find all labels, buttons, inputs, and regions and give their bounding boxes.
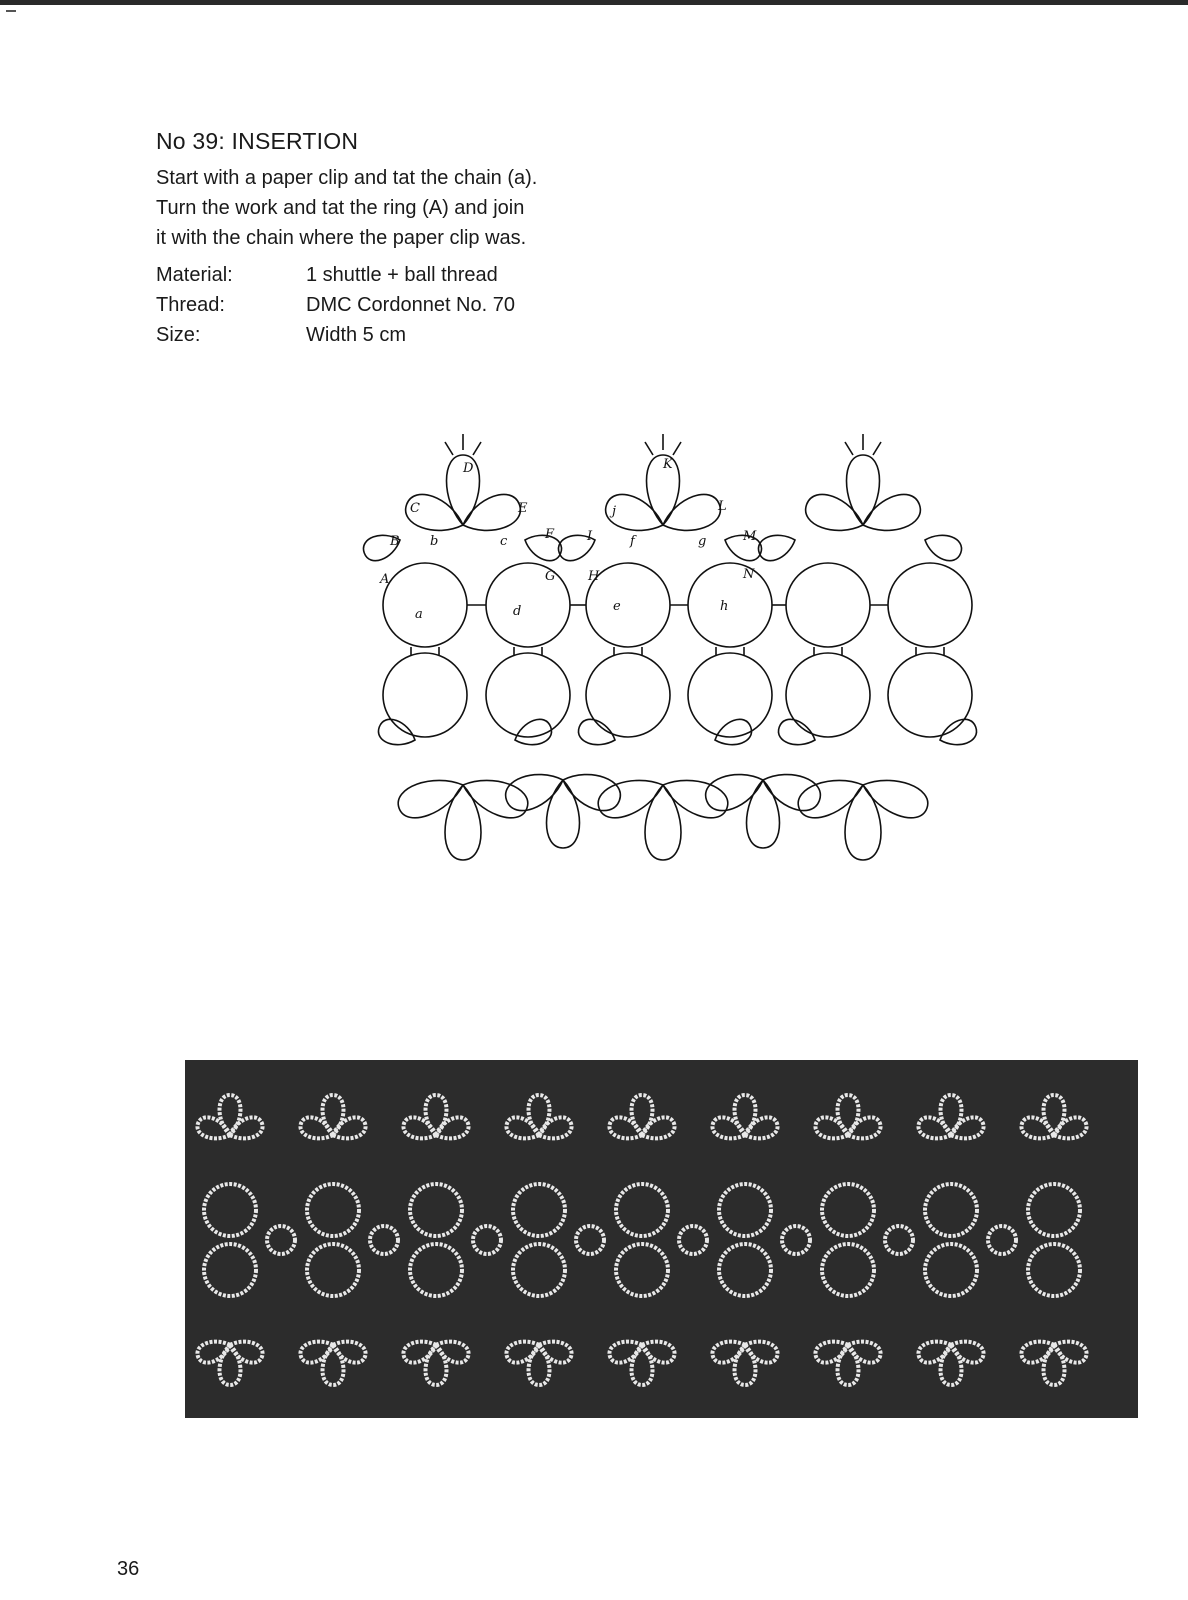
- lace-ring: [822, 1244, 874, 1296]
- lace-petal: [948, 1114, 987, 1144]
- lace-small-ring: [576, 1226, 604, 1254]
- pattern-label: I: [587, 529, 593, 544]
- lace-petal: [504, 1336, 543, 1366]
- spec-value: DMC Cordonnet No. 70: [306, 294, 515, 316]
- ring-petal: [747, 780, 780, 848]
- ring-large: [383, 653, 467, 737]
- lace-petal: [607, 1114, 646, 1144]
- lace-petal: [1044, 1345, 1065, 1385]
- ring-large: [786, 653, 870, 737]
- lace-petal: [639, 1336, 678, 1366]
- pattern-label: d: [513, 604, 522, 619]
- lace-ring: [307, 1244, 359, 1296]
- pattern-label: N: [743, 567, 755, 582]
- top-rule: [0, 0, 1188, 5]
- lace-petal: [426, 1095, 447, 1135]
- lace-ring: [925, 1184, 977, 1236]
- pattern-label: h: [720, 599, 729, 614]
- page-title: No 39: INSERTION: [156, 128, 359, 154]
- lace-small-ring: [267, 1226, 295, 1254]
- instruction-line: Turn the work and tat the ring (A) and join: [156, 197, 525, 219]
- lace-small-ring: [782, 1226, 810, 1254]
- lace-photo: [185, 1060, 1138, 1418]
- lace-ring: [410, 1184, 462, 1236]
- ring-small: [375, 716, 419, 752]
- spec-label: Thread:: [156, 294, 225, 316]
- ring-petal: [757, 764, 825, 816]
- lace-petal: [1019, 1336, 1058, 1366]
- lace-ring: [204, 1244, 256, 1296]
- picot: [645, 442, 653, 455]
- instructions: [156, 163, 596, 253]
- pattern-label: B: [390, 534, 400, 549]
- ring-large: [586, 653, 670, 737]
- spec-label: Material:: [156, 264, 233, 286]
- lace-petal: [948, 1336, 987, 1366]
- pattern-label: H: [588, 569, 600, 584]
- lace-petal: [536, 1114, 575, 1144]
- lace-ring: [925, 1244, 977, 1296]
- pattern-label: C: [410, 501, 420, 516]
- ring-large: [688, 653, 772, 737]
- lace-petal: [607, 1336, 646, 1366]
- ring-small: [575, 716, 619, 752]
- ring-large: [486, 563, 570, 647]
- spec-row-size: [156, 320, 515, 350]
- ring-petal: [445, 785, 481, 860]
- lace-petal: [813, 1336, 852, 1366]
- lace-ring: [307, 1184, 359, 1236]
- lace-petal: [813, 1114, 852, 1144]
- lace-petal: [529, 1095, 550, 1135]
- lace-ring: [410, 1244, 462, 1296]
- lace-petal: [632, 1345, 653, 1385]
- ring-large: [888, 563, 972, 647]
- spec-row-thread: [156, 290, 515, 320]
- lace-ring: [822, 1184, 874, 1236]
- spec-value: Width 5 cm: [306, 324, 407, 346]
- pattern-label: j: [612, 504, 617, 519]
- ring-petal: [657, 489, 725, 541]
- lace-ring: [513, 1244, 565, 1296]
- lace-ring: [1028, 1244, 1080, 1296]
- instruction-line: Start with a paper clip and tat the chain (a).: [156, 167, 538, 189]
- pattern-label: f: [630, 534, 635, 549]
- lace-petal: [916, 1336, 955, 1366]
- lace-petal: [1051, 1114, 1090, 1144]
- lace-petal: [735, 1095, 756, 1135]
- lace-petal: [536, 1336, 575, 1366]
- picot: [873, 442, 881, 455]
- lace-petal: [632, 1095, 653, 1135]
- lace-small-ring: [988, 1226, 1016, 1254]
- picot: [845, 442, 853, 455]
- pattern-drawing: [350, 420, 1000, 880]
- lace-ring: [719, 1244, 771, 1296]
- lace-photo-drawing: [185, 1060, 1138, 1418]
- ring-petal: [701, 764, 769, 816]
- lace-small-ring: [370, 1226, 398, 1254]
- ring-large: [786, 563, 870, 647]
- lace-petal: [323, 1095, 344, 1135]
- lace-petal: [710, 1336, 749, 1366]
- lace-petal: [1051, 1336, 1090, 1366]
- ring-large: [888, 653, 972, 737]
- ring-large: [486, 653, 570, 737]
- ring-small: [921, 529, 965, 565]
- lace-ring: [204, 1184, 256, 1236]
- lace-ring: [1028, 1184, 1080, 1236]
- lace-petal: [1044, 1095, 1065, 1135]
- ring-petal: [801, 489, 869, 541]
- lace-petal: [220, 1345, 241, 1385]
- lace-petal: [1019, 1114, 1058, 1144]
- lace-petal: [710, 1114, 749, 1144]
- lace-ring: [616, 1184, 668, 1236]
- lace-petal: [330, 1336, 369, 1366]
- pattern-label: E: [518, 501, 528, 516]
- ring-petal: [393, 769, 468, 823]
- ring-petal: [845, 785, 881, 860]
- lace-petal: [433, 1114, 472, 1144]
- ring-small: [775, 716, 819, 752]
- lace-petal: [838, 1345, 859, 1385]
- pattern-label: c: [500, 534, 508, 549]
- pattern-label: M: [743, 529, 757, 544]
- lace-petal: [401, 1336, 440, 1366]
- pattern-label: A: [380, 572, 390, 587]
- lace-petal: [742, 1114, 781, 1144]
- lace-petal: [941, 1345, 962, 1385]
- lace-petal: [323, 1345, 344, 1385]
- ring-large: [383, 563, 467, 647]
- lace-petal: [639, 1114, 678, 1144]
- spec-row-material: [156, 260, 515, 290]
- pattern-label: b: [430, 534, 439, 549]
- pattern-label: K: [663, 457, 673, 472]
- lace-petal: [195, 1114, 234, 1144]
- ring-petal: [557, 764, 625, 816]
- pattern-label: L: [718, 499, 727, 514]
- pattern-label: D: [463, 461, 474, 476]
- corner-mark: [6, 10, 16, 12]
- lace-ring: [719, 1184, 771, 1236]
- lace-ring: [616, 1244, 668, 1296]
- ring-petal: [847, 455, 880, 525]
- ring-petal: [645, 785, 681, 860]
- pattern-label: G: [545, 569, 556, 584]
- lace-ring: [513, 1184, 565, 1236]
- lace-petal: [195, 1336, 234, 1366]
- pattern-label: e: [613, 599, 621, 614]
- lace-petal: [845, 1114, 884, 1144]
- pattern-label: g: [698, 534, 707, 549]
- picot: [473, 442, 481, 455]
- pattern-label: a: [415, 607, 423, 622]
- spec-value: 1 shuttle + ball thread: [306, 264, 498, 286]
- lace-petal: [433, 1336, 472, 1366]
- lace-petal: [504, 1114, 543, 1144]
- lace-petal: [401, 1114, 440, 1144]
- tatting-pattern-diagram: [350, 420, 1000, 880]
- lace-petal: [426, 1345, 447, 1385]
- ring-petal: [857, 489, 925, 541]
- lace-petal: [916, 1114, 955, 1144]
- spec-label: Size:: [156, 324, 201, 346]
- page-number: 36: [117, 1558, 140, 1580]
- picot: [673, 442, 681, 455]
- lace-petal: [227, 1336, 266, 1366]
- lace-petal: [330, 1114, 369, 1144]
- picot: [445, 442, 453, 455]
- ring-large: [688, 563, 772, 647]
- instruction-line: it with the chain where the paper clip was.: [156, 227, 527, 249]
- lace-petal: [298, 1114, 337, 1144]
- specs-table: [156, 260, 515, 350]
- lace-petal: [529, 1345, 550, 1385]
- lace-small-ring: [473, 1226, 501, 1254]
- lace-petal: [735, 1345, 756, 1385]
- lace-petal: [227, 1114, 266, 1144]
- ring-small: [936, 716, 980, 752]
- ring-petal: [457, 489, 525, 541]
- lace-petal: [220, 1095, 241, 1135]
- ring-petal: [547, 780, 580, 848]
- lace-small-ring: [679, 1226, 707, 1254]
- pattern-label: F: [545, 527, 555, 542]
- lace-petal: [298, 1336, 337, 1366]
- lace-petal: [941, 1095, 962, 1135]
- ring-petal: [501, 764, 569, 816]
- lace-petal: [838, 1095, 859, 1135]
- lace-petal: [742, 1336, 781, 1366]
- lace-small-ring: [885, 1226, 913, 1254]
- lace-petal: [845, 1336, 884, 1366]
- ring-small: [511, 716, 555, 752]
- ring-petal: [857, 769, 932, 823]
